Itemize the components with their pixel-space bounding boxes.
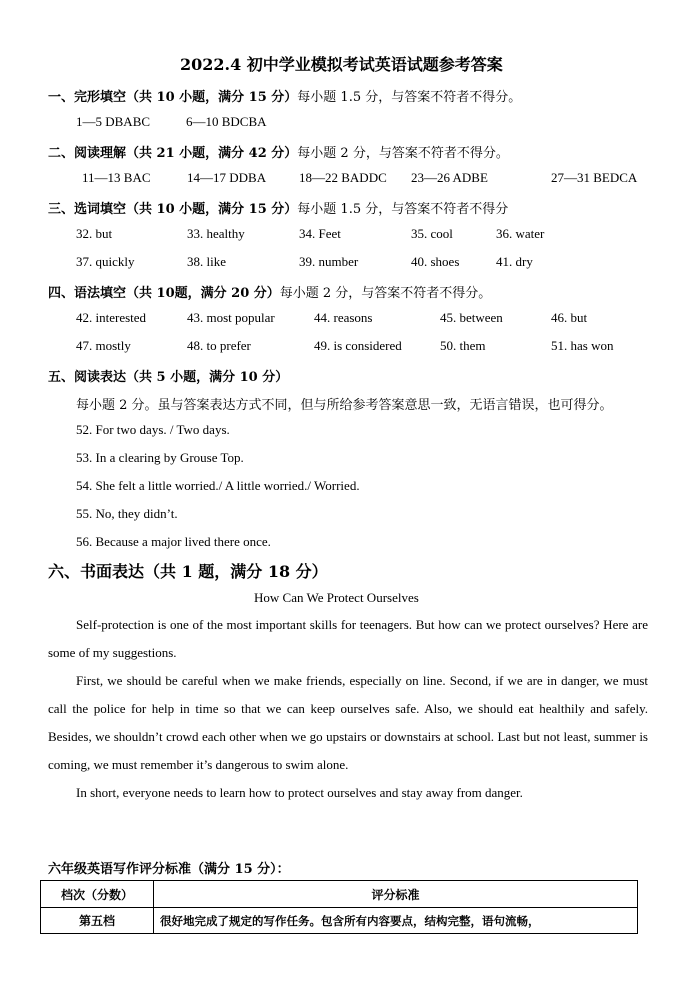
answer-item: 40. shoes xyxy=(411,254,460,269)
section-heading-cloze xyxy=(48,86,521,105)
answer-item: 49. is considered xyxy=(314,338,402,353)
essay-paragraph: First, we should be careful when we make friends, especially on line. Second, if we are in danger, we must call the police for help in time so that we can keep ourselves safe. Also, we should eat healthily and safely. Besides, we shouldn’t crowd each other when we go upstairs or downstairs at school. Last but not least, summer is coming, we must remember it’s dangerous to swim alone. xyxy=(48,673,648,772)
essay-paragraph: In short, everyone needs to learn how to protect ourselves and stay away from danger. xyxy=(76,785,523,800)
section-heading-text: 一、完形填空（共 10 小题，满分 15 分） xyxy=(48,90,298,105)
essay-title: How Can We Protect Ourselves xyxy=(254,590,419,605)
rubric-table xyxy=(40,880,638,934)
answer-item: 50. them xyxy=(440,338,486,353)
answer-item: 6—10 BDCBA xyxy=(186,114,267,129)
answer-item: 36. water xyxy=(496,226,545,241)
answer-item: 37. quickly xyxy=(76,254,135,269)
answer-item: 41. dry xyxy=(496,254,533,269)
section-heading-text: 五、阅读表达（共 5 小题，满分 10 分） xyxy=(48,370,289,385)
answer-item: 55. No, they didn’t. xyxy=(76,506,178,521)
answer-item: 46. but xyxy=(551,310,588,325)
section-heading-grammar xyxy=(48,282,491,301)
section-note: 每小题 1.5 分，与答案不符者不得分 xyxy=(297,202,509,217)
section-heading-reading xyxy=(48,142,509,161)
rubric-col-criteria: 评分标准 xyxy=(154,881,638,908)
answer-item: 11—13 BAC xyxy=(82,170,151,185)
rubric-level: 第五档 xyxy=(41,908,154,934)
answer-item: 27—31 BEDCA xyxy=(551,170,638,185)
answer-item: 18—22 BADDC xyxy=(299,170,387,185)
answer-item: 35. cool xyxy=(411,226,453,241)
answer-item: 52. For two days. / Two days. xyxy=(76,422,230,437)
answer-item: 45. between xyxy=(440,310,503,325)
page-title: 2022.4 初中学业模拟考试英语试题参考答案 xyxy=(180,55,503,74)
answer-item: 47. mostly xyxy=(76,338,131,353)
essay-paragraph: Self-protection is one of the most important skills for teenagers. But how can we protect ourselves? Here are some of my suggestions. xyxy=(48,617,648,660)
answer-item: 51. has won xyxy=(551,338,614,353)
answer-item: 53. In a clearing by Grouse Top. xyxy=(76,450,244,465)
section-heading-text: 二、阅读理解（共 21 小题，满分 42 分） xyxy=(48,146,298,161)
rubric-col-level: 档次（分数） xyxy=(41,881,154,908)
section-heading-writing: 六、书面表达（共 1 题，满分 18 分） xyxy=(48,562,328,581)
answer-item: 38. like xyxy=(187,254,226,269)
section-heading-text: 四、语法填空（共 10题，满分 20 分） xyxy=(48,286,280,301)
rubric-header-row xyxy=(41,881,638,908)
table-row xyxy=(41,908,638,934)
answer-item: 1—5 DBABC xyxy=(76,114,151,129)
answer-item: 44. reasons xyxy=(314,310,373,325)
section-heading-word-choice xyxy=(48,198,508,217)
answer-item: 33. healthy xyxy=(187,226,245,241)
rubric-heading: 六年级英语写作评分标准（满分 15 分）： xyxy=(48,862,290,877)
answer-item: 54. She felt a little worried./ A little worried./ Worried. xyxy=(76,478,360,493)
answer-item: 34. Feet xyxy=(299,226,341,241)
answer-item: 39. number xyxy=(299,254,359,269)
answer-item: 43. most popular xyxy=(187,310,275,325)
section-heading-text: 三、选词填空（共 10 小题，满分 15 分） xyxy=(48,202,298,217)
answer-item: 56. Because a major lived there once. xyxy=(76,534,271,549)
answer-item: 42. interested xyxy=(76,310,147,325)
answer-item: 14—17 DDBA xyxy=(187,170,267,185)
section-note: 每小题 2 分，与答案不符者不得分。 xyxy=(297,146,509,161)
answer-item: 32. but xyxy=(76,226,113,241)
section-heading-reading-expression xyxy=(48,366,288,385)
section-note: 每小题 2 分，与答案不符者不得分。 xyxy=(279,286,492,301)
answer-item: 48. to prefer xyxy=(187,338,251,353)
section-note: 每小题 1.5 分，与答案不符者不得分。 xyxy=(297,90,522,105)
section-note: 每小题 2 分。虽与答案表达方式不同，但与所给参考答案意思一致，无语言错误，也可得分。 xyxy=(76,398,613,413)
rubric-criteria: 很好地完成了规定的写作任务。包含所有内容要点，结构完整，语句流畅， xyxy=(154,908,638,934)
answer-item: 23—26 ADBE xyxy=(411,170,488,185)
